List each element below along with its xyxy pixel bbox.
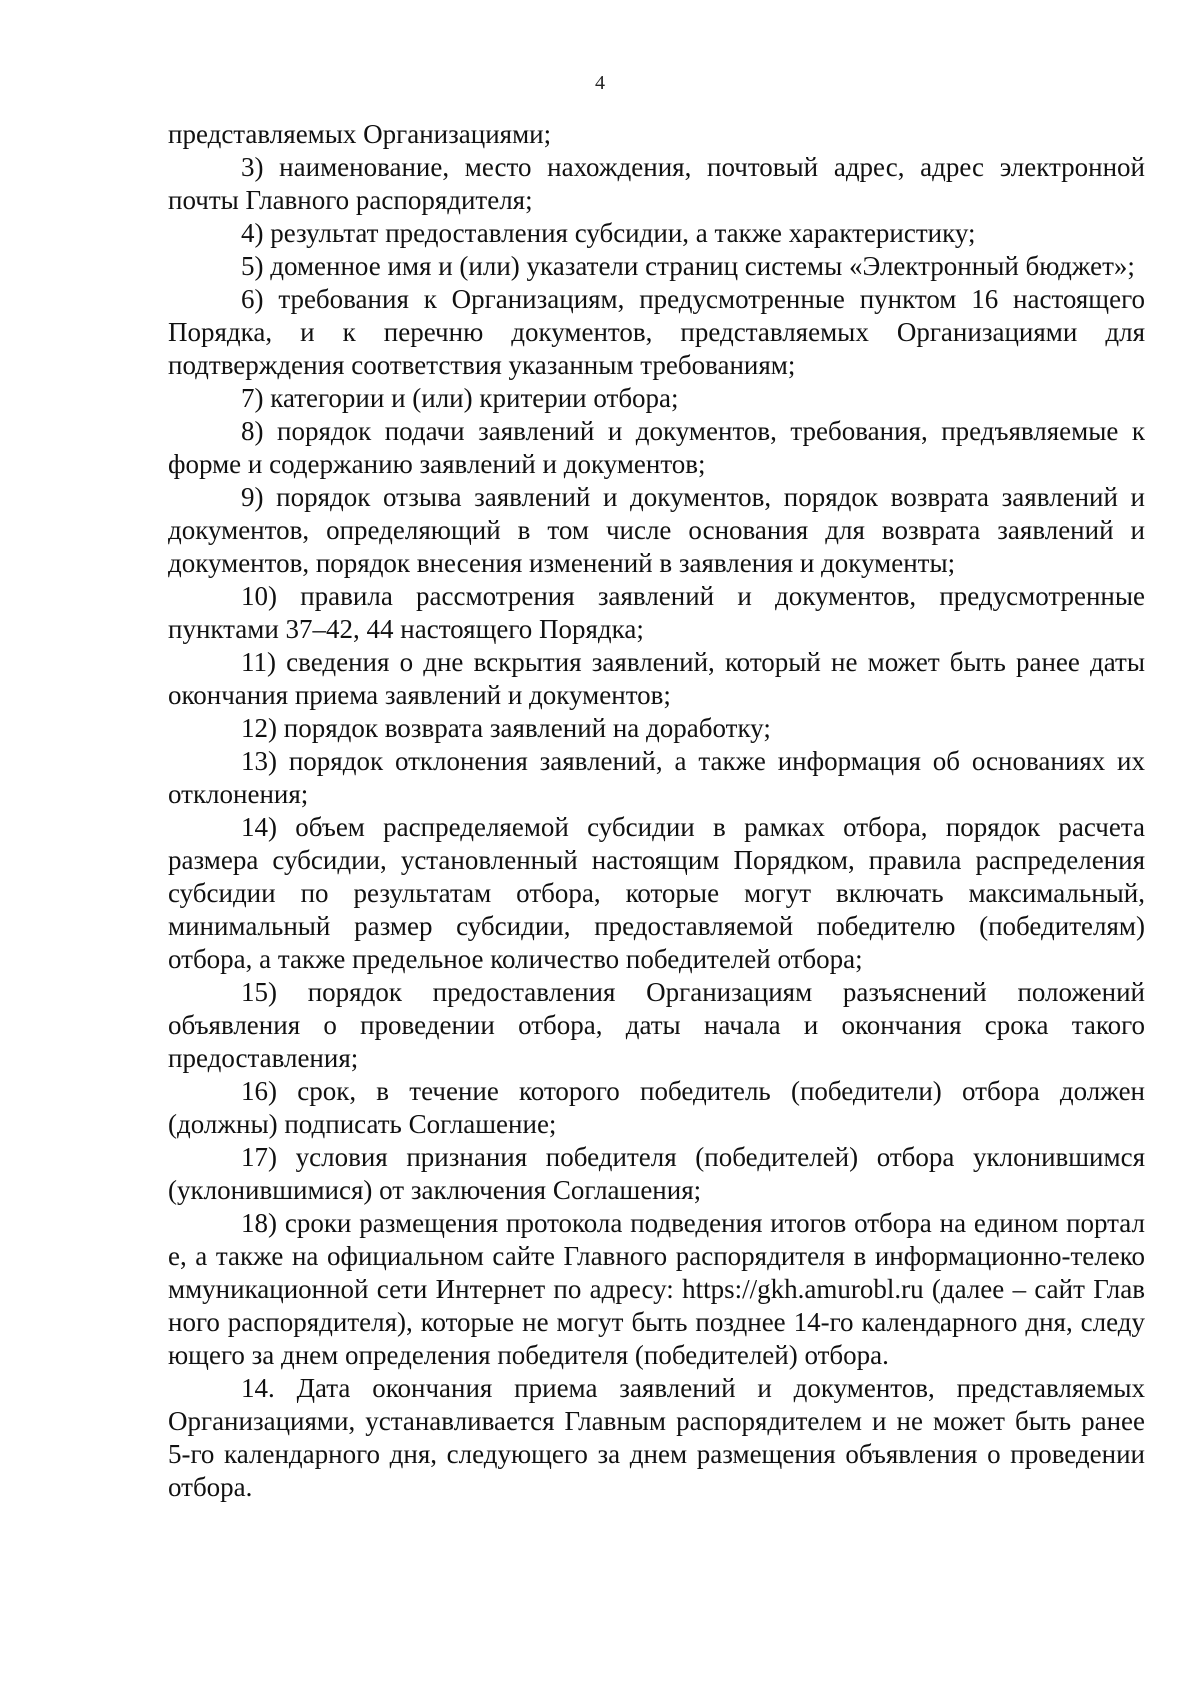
- list-item-12: 12) порядок возврата заявлений на доработку;: [241, 713, 771, 743]
- list-item-6: 6) требования к Организациям, предусмотренные пунктом 16 настоящего Порядка, и к перечню документов, представляемых Организациями для подтверждения соответствия указанным требованиям;: [168, 284, 1145, 380]
- list-item-9: 9) порядок отзыва заявлений и документов, порядок возврата заявлений и документов, определяющий в том числе основания для возврата заявлений и документов, порядок внесения изменений в заявления и документы;: [168, 482, 1145, 578]
- section-14-paragraph: 14. Дата окончания приема заявлений и документов, представляемых Организациями, устанавливается Главным распорядителем и не может быть ранее 5-го календарного дня, следующего за днем размещения объявления о проведении отбора.: [168, 1373, 1145, 1502]
- list-item-14: 14) объем распределяемой субсидии в рамках отбора, порядок расчета размера субсидии, установленный настоящим Порядком, правила распределения субсидии по результатам отбора, которые могут включать максимальный, минимальный размер субсидии, предоставляемой победителю (победителям) отбора, а также предельное количество победителей отбора;: [168, 812, 1145, 974]
- list-item-5: 5) доменное имя и (или) указатели страниц системы «Электронный бюджет»;: [241, 251, 1135, 281]
- list-item-10: 10) правила рассмотрения заявлений и документов, предусмотренные пунктами 37–42, 44 настоящего Порядка;: [168, 581, 1145, 644]
- list-item-8: 8) порядок подачи заявлений и документов, требования, предъявляемые к форме и содержанию заявлений и документов;: [168, 416, 1145, 479]
- list-item-18: 18) сроки размещения протокола подведения итогов отбора на едином портале, а также на официальном сайте Главного распорядителя в информационно-телекоммуникационной сети Интернет по адресу: https://gkh.amurobl.ru (далее – сайт Главного распорядителя), которые не могут быть позднее 14-го календарного дня, следующего за днем определения победителя (победителей) отбора.: [168, 1208, 1145, 1370]
- list-item-7: 7) категории и (или) критерии отбора;: [241, 383, 679, 413]
- list-item-4: 4) результат предоставления субсидии, а также характеристику;: [241, 218, 976, 248]
- document-body: [168, 118, 1145, 1504]
- list-item-3: 3) наименование, место нахождения, почтовый адрес, адрес электронной почты Главного распорядителя;: [168, 152, 1145, 215]
- list-item-13: 13) порядок отклонения заявлений, а также информация об основаниях их отклонения;: [168, 746, 1145, 809]
- list-item-16: 16) срок, в течение которого победитель (победители) отбора должен (должны) подписать Соглашение;: [168, 1076, 1145, 1139]
- list-item-15: 15) порядок предоставления Организациям разъяснений положений объявления о проведении отбора, даты начала и окончания срока такого предоставления;: [168, 977, 1145, 1073]
- list-item-11: 11) сведения о дне вскрытия заявлений, который не может быть ранее даты окончания приема заявлений и документов;: [168, 647, 1145, 710]
- list-item-17: 17) условия признания победителя (победителей) отбора уклонившимся (уклонившимися) от заключения Соглашения;: [168, 1142, 1145, 1205]
- paragraph: представляемых Организациями;: [168, 119, 552, 149]
- page-number: 4: [595, 72, 605, 94]
